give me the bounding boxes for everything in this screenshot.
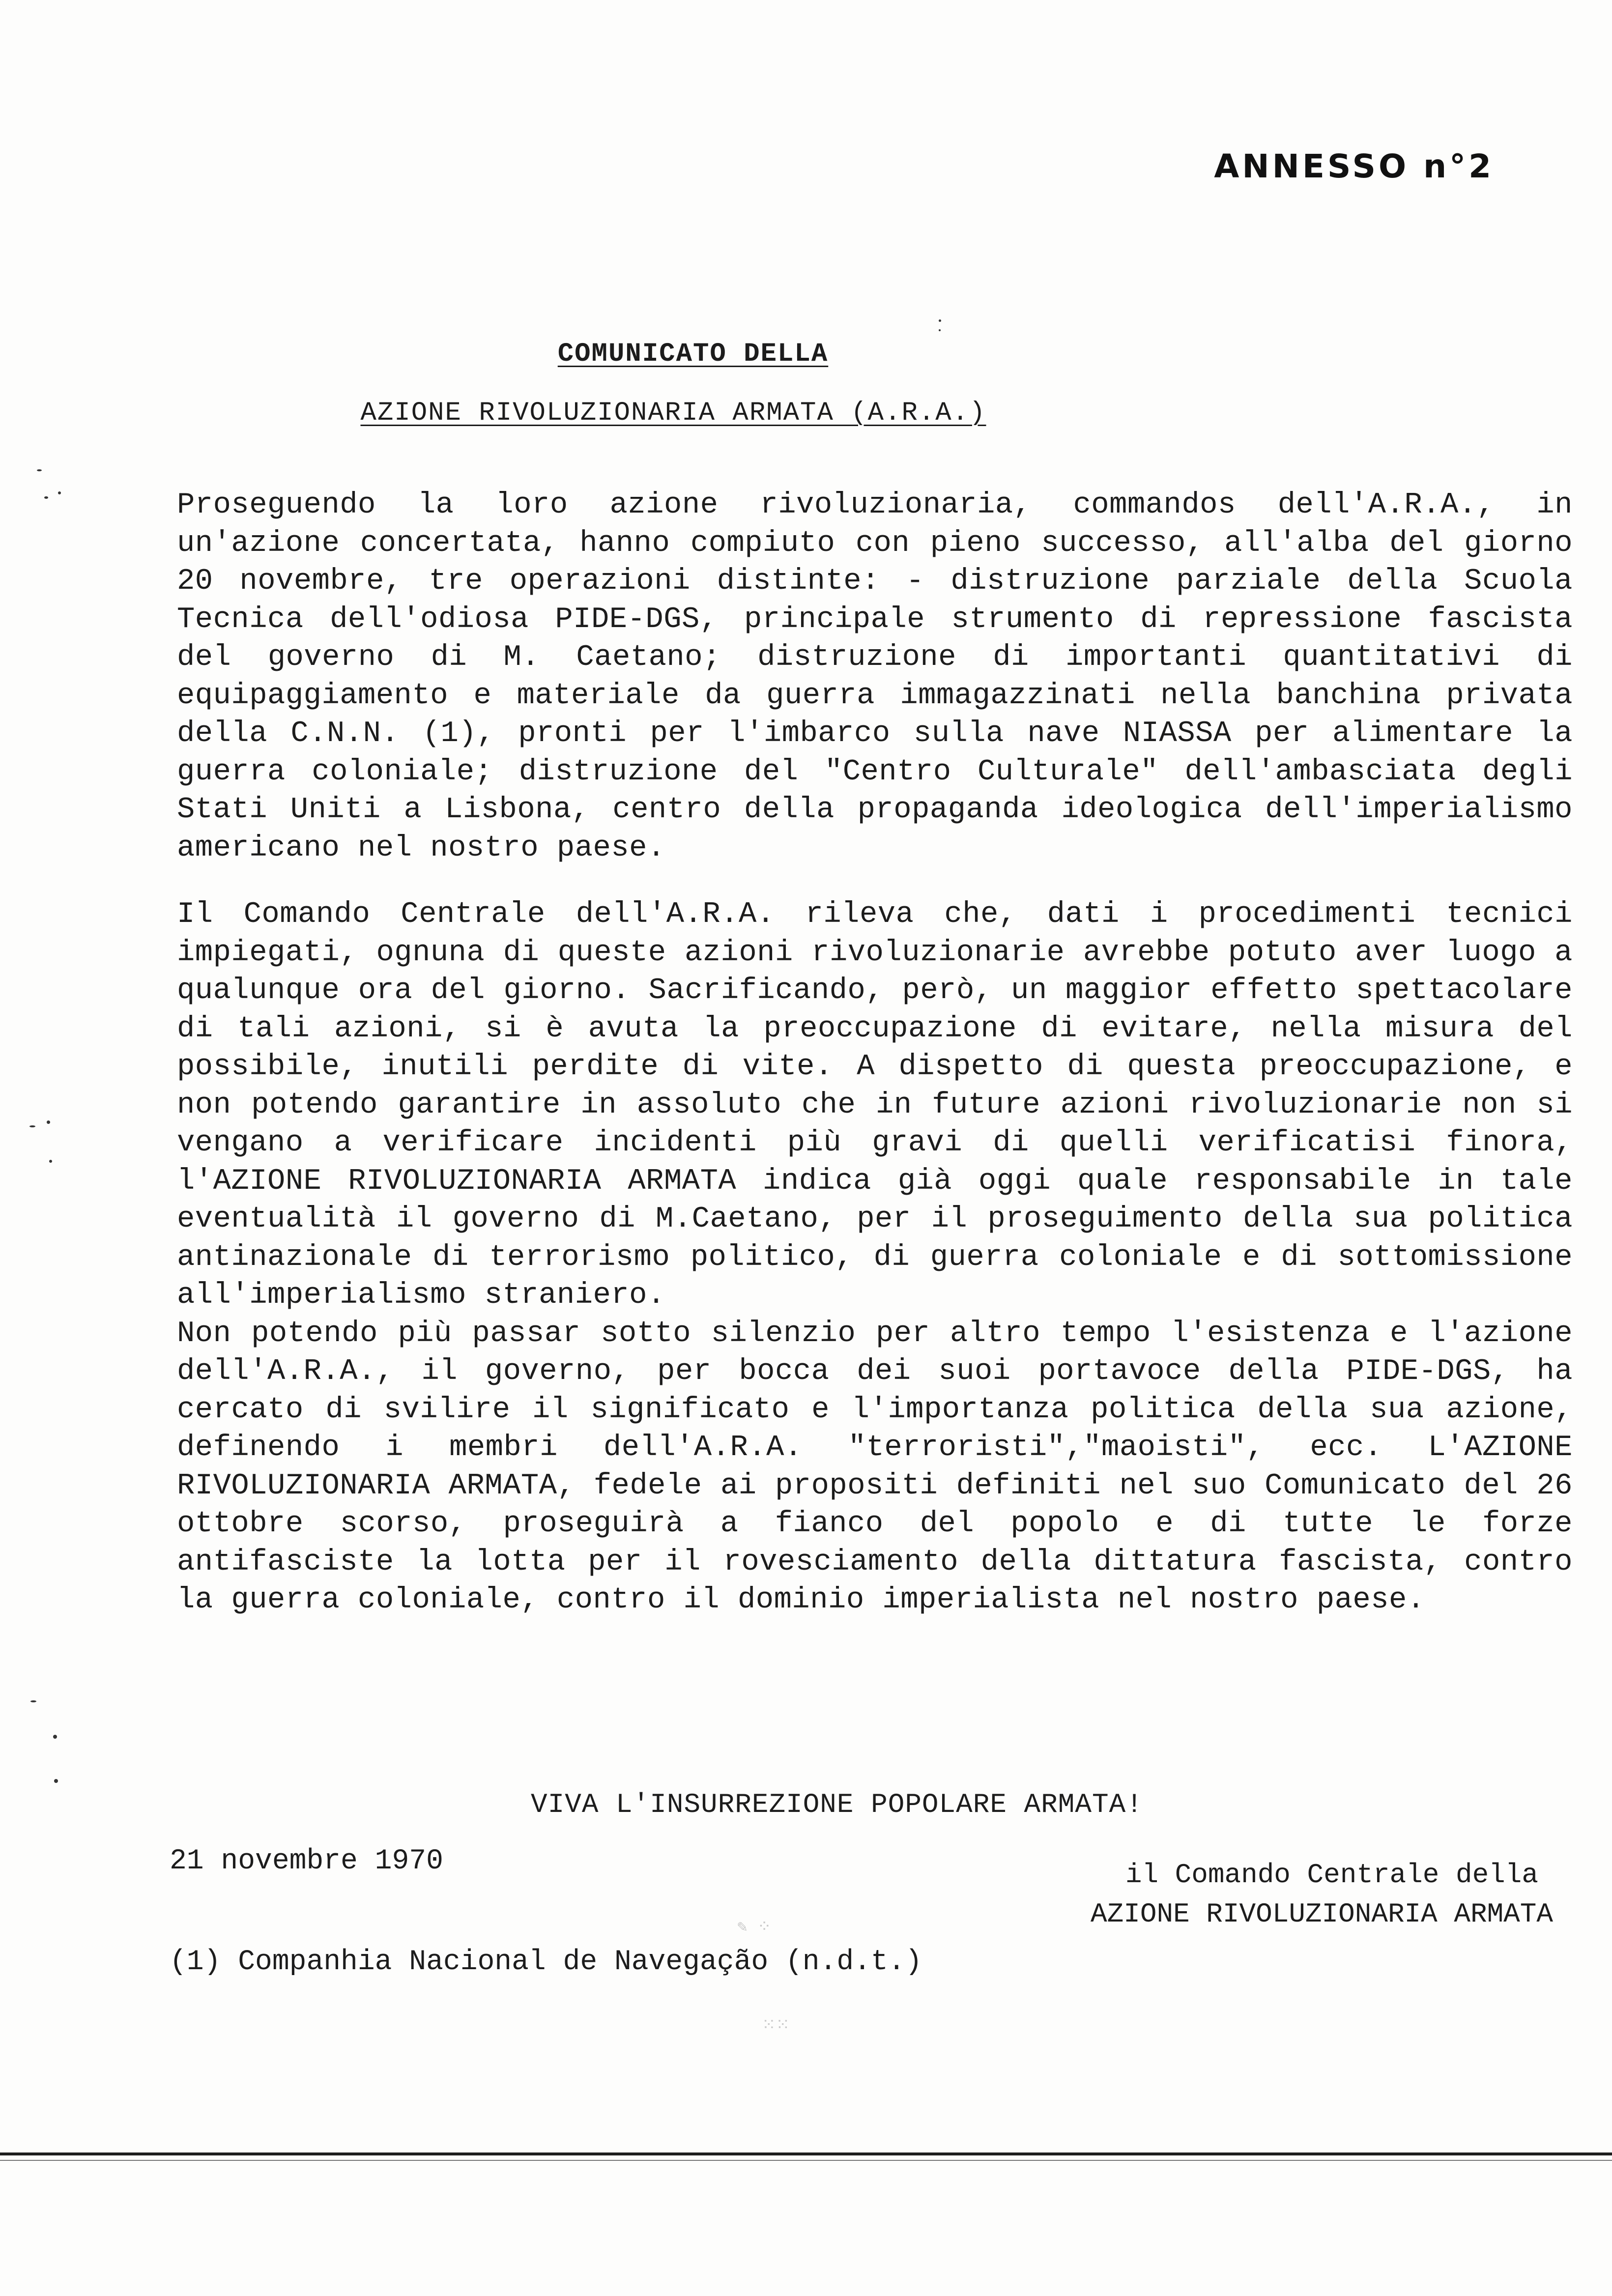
faint-mark: ⁙⁙ bbox=[762, 2017, 790, 2036]
signature-line-1: il Comando Centrale della bbox=[1125, 1859, 1538, 1891]
slogan: VIVA L'INSURREZIONE POPOLARE ARMATA! bbox=[531, 1789, 1143, 1820]
communique-body bbox=[177, 487, 1573, 1620]
margin-speck bbox=[939, 319, 941, 322]
paragraph-1: Proseguendo la loro azione rivoluzionaria, commandos dell'A.R.A., in un'azione concertata, hanno compiuto con pieno successo, all'alba del giorno 20 novembre, tre operazioni distinte: - distruzione parziale della Scuola Tecnica dell'odiosa PIDE-DGS, principale strumento di repressione fascista del governo di M. Caetano; distruzione di importanti quantitativi di equipaggiamento e materiale da guerra immagazzinati nella banchina privata della C.N.N. (1), pronti per l'imbarco sulla nave NIASSA per alimentare la guerra coloniale; distruzione del "Centro Culturale" dell'ambasciata degli Stati Uniti a Lisbona, centro della propaganda ideologica dell'imperialismo americano nel nostro paese. bbox=[177, 488, 1573, 865]
heading-line-2: AZIONE RIVOLUZIONARIA ARMATA (A.R.A.) bbox=[360, 398, 986, 428]
margin-speck bbox=[47, 1120, 50, 1124]
annex-label: ANNESSO n°2 bbox=[1214, 147, 1494, 185]
heading-line-1: COMUNICATO DELLA bbox=[557, 339, 829, 369]
paragraph-3: Non potendo più passar sotto silenzio per altro tempo l'esistenza e l'azione dell'A.R.A., il governo, per bocca dei suoi portavoce della PIDE-DGS, ha cercato di svilire il significato e l'importanza politica della sua azione, definendo i membri dell'A.R.A. "terroristi","maoisti", ecc. L'AZIONE RIVOLUZIONARIA ARMATA, fedele ai propositi definiti nel suo Comunicato del 26 ottobre scorso, proseguirà a fianco del popolo e di tutte le forze antifasciste la lotta per il rovesciamento della dittatura fascista, contro la guerra coloniale, contro il dominio imperialista nel nostro paese. bbox=[177, 1317, 1573, 1617]
signature-block bbox=[988, 1855, 1553, 1934]
document-date: 21 novembre 1970 bbox=[170, 1845, 443, 1877]
margin-speck bbox=[54, 1779, 58, 1783]
paragraph-2: Il Comando Centrale dell'A.R.A. rileva che, dati i procedimenti tecnici impiegati, ognuna di queste azioni rivoluzionarie avrebbe potuto aver luogo a qualunque ora del giorno. Sacrificando, però, un maggior effetto spettacolare di tali azioni, si è avuta la preoccupazione di evitare, nella misura del possibile, inutili perdite di vite. A dispetto di questa preoccupazione, e non potendo garantire in assoluto che in future azioni rivoluzionarie non si vengano a verificare incidenti più gravi di quelli verificatisi finora, l'AZIONE RIVOLUZIONARIA ARMATA indica già oggi quale responsabile in tale eventualità il governo di M.Caetano, per il proseguimento della sua politica antinazionale di terrorismo politico, di guerra coloniale e di sottomissione all'imperialismo straniero. bbox=[177, 898, 1573, 1312]
margin-speck bbox=[37, 469, 42, 471]
margin-speck bbox=[53, 1735, 57, 1739]
signature-line-2: AZIONE RIVOLUZIONARIA ARMATA bbox=[1091, 1898, 1553, 1930]
margin-speck bbox=[58, 491, 61, 494]
bottom-rule bbox=[0, 2152, 1612, 2155]
margin-speck bbox=[44, 496, 48, 499]
margin-speck bbox=[30, 1700, 36, 1702]
margin-speck bbox=[29, 1125, 35, 1127]
margin-speck bbox=[939, 329, 941, 331]
faint-mark: ✎ ⁘ bbox=[737, 1919, 772, 1937]
bottom-rule-shadow bbox=[0, 2160, 1612, 2161]
footnote: (1) Companhia Nacional de Navegação (n.d.t.) bbox=[170, 1946, 922, 1978]
margin-speck bbox=[49, 1160, 52, 1163]
